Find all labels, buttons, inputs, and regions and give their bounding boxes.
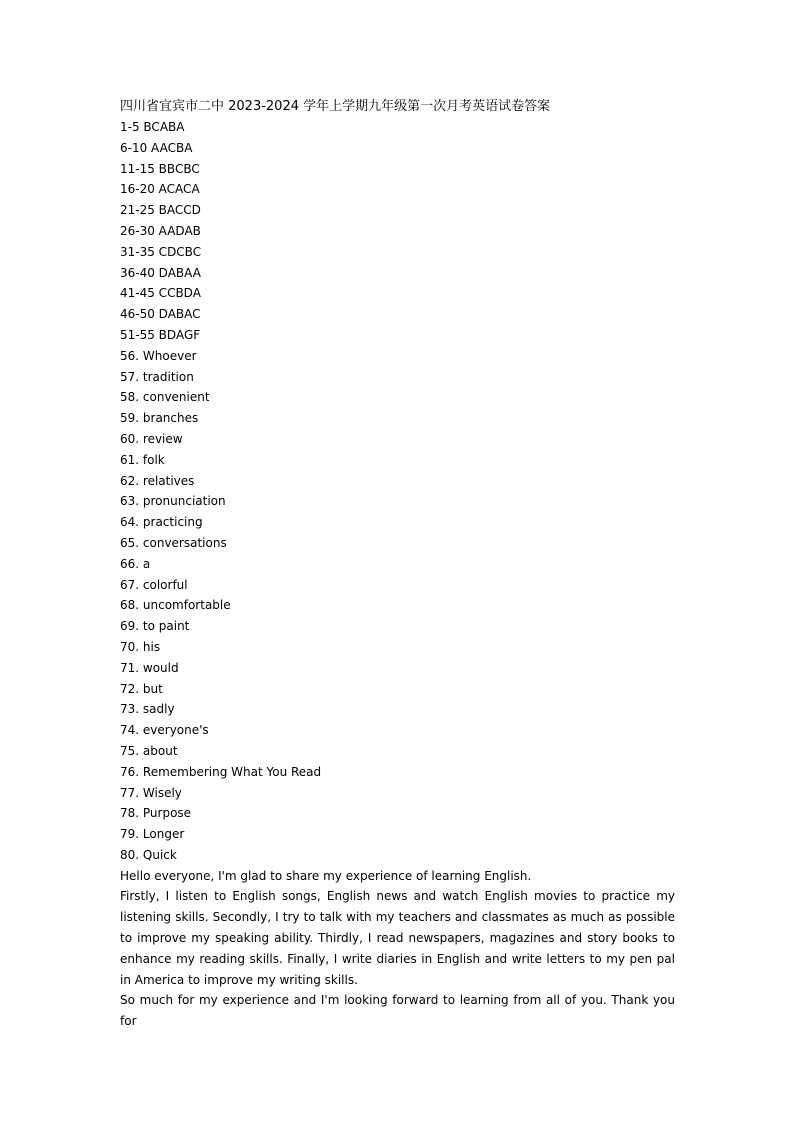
answer-line: 76. Remembering What You Read bbox=[120, 764, 322, 779]
answer-line: 56. Whoever bbox=[120, 348, 197, 363]
answer-list bbox=[120, 117, 675, 866]
answer-line: 80. Quick bbox=[120, 847, 177, 862]
answer-line: 21-25 BACCD bbox=[120, 203, 201, 218]
answer-line: 70. his bbox=[120, 639, 161, 654]
answer-line: 11-15 BBCBC bbox=[120, 161, 200, 176]
answer-line: 60. review bbox=[120, 431, 183, 446]
answer-line: 31-35 CDCBC bbox=[120, 244, 202, 259]
answer-line: 64. practicing bbox=[120, 515, 203, 530]
answer-line: 63. pronunciation bbox=[120, 494, 226, 509]
answer-document bbox=[120, 97, 675, 1032]
answer-line: 61. folk bbox=[120, 452, 165, 467]
answer-line: 75. about bbox=[120, 743, 178, 758]
answer-line: 41-45 CCBDA bbox=[120, 286, 201, 301]
answer-line: 6-10 AACBA bbox=[120, 140, 193, 155]
answer-line: 72. but bbox=[120, 681, 163, 696]
answer-line: 36-40 DABAA bbox=[120, 265, 201, 280]
answer-line: 65. conversations bbox=[120, 535, 227, 550]
answer-line: 62. relatives bbox=[120, 473, 195, 488]
answer-line: 1-5 BCABA bbox=[120, 120, 185, 134]
answer-line: 73. sadly bbox=[120, 702, 175, 717]
answer-line: 66. a bbox=[120, 556, 151, 571]
answer-line: 78. Purpose bbox=[120, 806, 192, 821]
answer-line: 71. would bbox=[120, 660, 179, 675]
answer-line: 57. tradition bbox=[120, 369, 194, 384]
answer-line: 59. branches bbox=[120, 411, 199, 426]
answer-line: 67. colorful bbox=[120, 577, 188, 592]
answer-line: 51-55 BDAGF bbox=[120, 327, 201, 342]
essay-paragraph: Hello everyone, I'm glad to share my experience of learning English. bbox=[120, 868, 532, 883]
answer-line: 46-50 DABAC bbox=[120, 307, 201, 322]
essay-paragraph: So much for my experience and I'm looking forward to learning from all of you. Thank you for bbox=[120, 993, 675, 1029]
answer-line: 68. uncomfortable bbox=[120, 598, 231, 613]
essay bbox=[120, 866, 675, 1032]
answer-line: 74. everyone's bbox=[120, 723, 209, 738]
answer-line: 58. convenient bbox=[120, 390, 210, 405]
answer-line: 69. to paint bbox=[120, 619, 190, 634]
document-title: 四川省宜宾市二中 2023-2024 学年上学期九年级第一次月考英语试卷答案 bbox=[120, 99, 551, 114]
answer-line: 26-30 AADAB bbox=[120, 223, 201, 238]
essay-paragraph: Firstly, I listen to English songs, English news and watch English movies to practice my listening skills. Secondly, I try to talk with my teachers and classmates as much as possible to improve my speaking ability. Thirdly, I read newspapers, magazines and story books to enhance my reading skills. Finally, I write diaries in English and write letters to my pen pal in America to improve my writing skills. bbox=[120, 889, 675, 987]
answer-line: 77. Wisely bbox=[120, 785, 182, 800]
answer-line: 79. Longer bbox=[120, 827, 185, 842]
answer-line: 16-20 ACACA bbox=[120, 182, 200, 197]
